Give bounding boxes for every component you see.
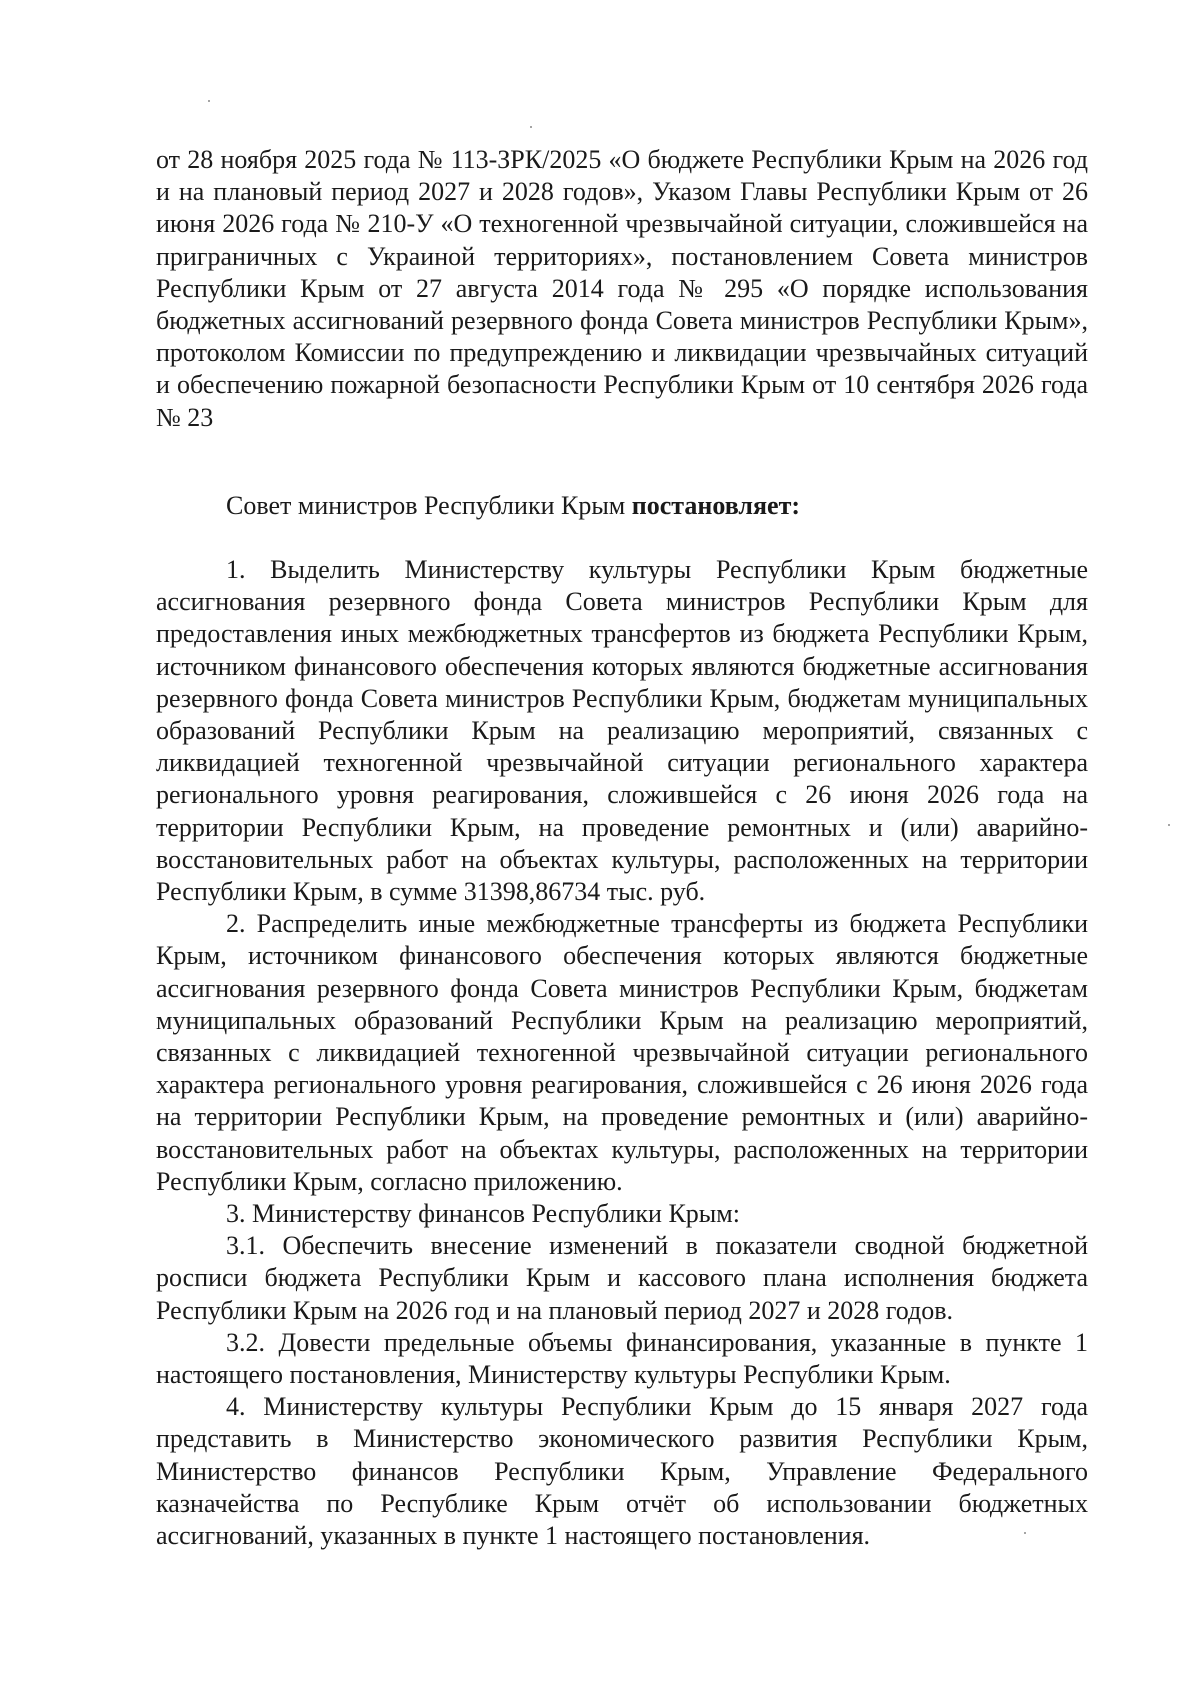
item-3: 3. Министерству финансов Республики Крым: <box>226 1199 740 1229</box>
decree-prefix: Совет министров Республики Крым <box>226 491 632 520</box>
decree-keyword: постановляет: <box>631 491 801 520</box>
decree-line <box>156 490 1088 522</box>
scan-speck <box>208 100 210 102</box>
item-4: 4. Министерству культуры Республики Крым до 15 января 2027 года представить в Министерство экономического развития Республики Крым, Министерство финансов Республики Крым, Управление Федерального казначейства по Республике Крым отчёт об использовании бюджетных ассигнований, указанных в пункте 1 настоящего постановления. <box>156 1392 1088 1551</box>
intro-paragraph <box>156 144 1088 434</box>
decree-items <box>156 554 1088 1552</box>
intro-text: от 28 ноября 2025 года № 113-ЗРК/2025 «О бюджете Республики Крым на 2026 год и на плановый период 2027 и 2028 годов», Указом Главы Республики Крым от 26 июня 2026 года № 210-У «О техногенной чрезвычайной ситуации, сложившейся на приграничных с Украиной территориях», постановлением Совета министров Республики Крым от 27 августа 2014 года № 295 «О порядке использования бюджетных ассигнований резервного фонда Совета министров Республики Крым», протоколом Комиссии по предупреждению и ликвидации чрезвычайных ситуаций и обеспечению пожарной безопасности Республики Крым от 10 сентября 2026 года № 23 <box>156 145 1088 432</box>
item-3-1: 3.1. Обеспечить внесение изменений в показатели сводной бюджетной росписи бюджета Республики Крым и кассового плана исполнения бюджета Республики Крым на 2026 год и на плановый период 2027 и 2028 годов. <box>156 1231 1088 1325</box>
scan-speck <box>1168 824 1170 826</box>
item-2: 2. Распределить иные межбюджетные трансферты из бюджета Республики Крым, источником финансового обеспечения которых являются бюджетные ассигнования резервного фонда Совета министров Республики Крым, бюджетам муниципальных образований Республики Крым на реализацию мероприятий, связанных с ликвидацией техногенной чрезвычайной ситуации регионального характера регионального уровня реагирования, сложившейся с 26 июня 2026 года на территории Республики Крым, на проведение ремонтных и (или) аварийно-восстановительных работ на объектах культуры, расположенных на территории Республики Крым, согласно приложению. <box>156 909 1088 1196</box>
scan-speck <box>1024 1532 1026 1534</box>
scan-speck <box>530 126 532 128</box>
item-3-2: 3.2. Довести предельные объемы финансирования, указанные в пункте 1 настоящего постановления, Министерству культуры Республики Крым. <box>156 1327 1088 1390</box>
item-1: 1. Выделить Министерству культуры Республики Крым бюджетные ассигнования резервного фонда Совета министров Республики Крым для предоставления иных межбюджетных трансфертов из бюджета Республики Крым, источником финансового обеспечения которых являются бюджетные ассигнования резервного фонда Совета министров Республики Крым, бюджетам муниципальных образований Республики Крым на реализацию мероприятий, связанных с ликвидацией техногенной чрезвычайной ситуации регионального характера регионального уровня реагирования, сложившейся с 26 июня 2026 года на территории Республики Крым, на проведение ремонтных и (или) аварийно-восстановительных работ на объектах культуры, расположенных на территории Республики Крым, в сумме 31398,86734 тыс. руб. <box>156 555 1088 907</box>
